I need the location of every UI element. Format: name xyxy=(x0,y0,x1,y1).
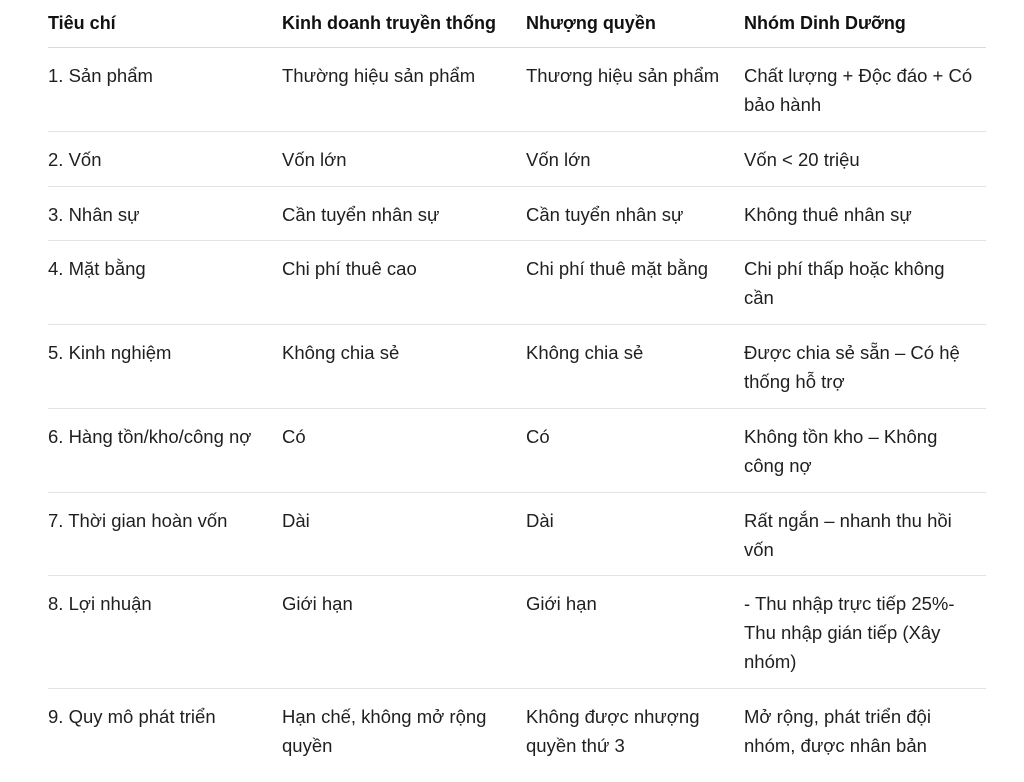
nutrition-cell: Rất ngắn – nhanh thu hồi vốn xyxy=(744,510,952,560)
criteria-cell: 8. Lợi nhuận xyxy=(48,593,152,614)
traditional-cell: Cần tuyển nhân sự xyxy=(282,204,440,225)
nutrition-cell: - Thu nhập trực tiếp 25%- Thu nhập gián tiếp (Xây nhóm) xyxy=(744,593,955,672)
table-row xyxy=(48,493,986,576)
criteria-cell: 1. Sản phẩm xyxy=(48,65,153,86)
traditional-cell: Hạn chế, không mở rộng quyền xyxy=(282,706,487,756)
traditional-cell: Vốn lớn xyxy=(282,149,347,170)
franchise-cell: Không chia sẻ xyxy=(526,342,644,363)
criteria-cell: 6. Hàng tồn/kho/công nợ xyxy=(48,426,252,447)
header-criteria: Tiêu chí xyxy=(48,13,116,33)
nutrition-cell: Không thuê nhân sự xyxy=(744,204,912,225)
header-franchise: Nhượng quyền xyxy=(526,13,656,33)
criteria-cell: 5. Kinh nghiệm xyxy=(48,342,172,363)
traditional-cell: Không chia sẻ xyxy=(282,342,400,363)
criteria-cell: 4. Mặt bằng xyxy=(48,258,146,279)
franchise-cell: Chi phí thuê mặt bằng xyxy=(526,258,709,279)
franchise-cell: Cần tuyển nhân sự xyxy=(526,204,684,225)
table-header-row xyxy=(48,0,986,48)
franchise-cell: Dài xyxy=(526,510,554,531)
table-row xyxy=(48,409,986,493)
franchise-cell: Có xyxy=(526,426,550,447)
nutrition-cell: Vốn < 20 triệu xyxy=(744,149,860,170)
nutrition-cell: Mở rộng, phát triển đội nhóm, được nhân bản xyxy=(744,706,931,756)
criteria-cell: 9. Quy mô phát triển xyxy=(48,706,216,727)
franchise-cell: Vốn lớn xyxy=(526,149,591,170)
table-row xyxy=(48,241,986,325)
traditional-cell: Dài xyxy=(282,510,310,531)
franchise-cell: Thương hiệu sản phẩm xyxy=(526,65,720,86)
table-row xyxy=(48,187,986,241)
comparison-table xyxy=(48,0,986,782)
traditional-cell: Có xyxy=(282,426,306,447)
nutrition-cell: Được chia sẻ sẵn – Có hệ thống hỗ trợ xyxy=(744,342,960,392)
table-row xyxy=(48,48,986,132)
criteria-cell: 3. Nhân sự xyxy=(48,204,140,225)
traditional-cell: Giới hạn xyxy=(282,593,353,614)
table-row xyxy=(48,689,986,782)
franchise-cell: Giới hạn xyxy=(526,593,597,614)
table-row xyxy=(48,325,986,409)
table-row xyxy=(48,132,986,187)
nutrition-cell: Chất lượng + Độc đáo + Có bảo hành xyxy=(744,65,973,115)
header-nutrition-group: Nhóm Dinh Dưỡng xyxy=(744,13,906,33)
criteria-cell: 7. Thời gian hoàn vốn xyxy=(48,510,228,531)
franchise-cell: Không được nhượng quyền thứ 3 xyxy=(526,706,700,756)
traditional-cell: Thường hiệu sản phẩm xyxy=(282,65,476,86)
nutrition-cell: Không tồn kho – Không công nợ xyxy=(744,426,938,476)
criteria-cell: 2. Vốn xyxy=(48,149,102,170)
header-traditional-business: Kinh doanh truyền thống xyxy=(282,13,496,33)
nutrition-cell: Chi phí thấp hoặc không cần xyxy=(744,258,945,308)
traditional-cell: Chi phí thuê cao xyxy=(282,258,417,279)
table-row xyxy=(48,576,986,689)
